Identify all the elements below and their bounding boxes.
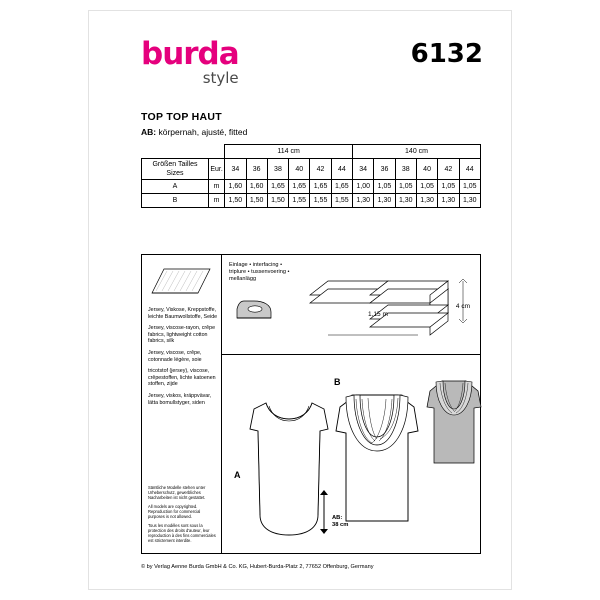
size-140-1: 36: [374, 159, 395, 180]
b-114-3: 1,55: [289, 194, 310, 208]
a-140-1: 1,05: [374, 180, 395, 194]
interfacing-strip-graphic: [308, 273, 478, 343]
size-114-5: 44: [331, 159, 352, 180]
fit-prefix: AB:: [141, 127, 157, 137]
b-140-2: 1,30: [395, 194, 416, 208]
fabric-swatch-icon: [150, 263, 212, 299]
row-unit-b: m: [208, 194, 224, 208]
interfacing-length-label: 1,15 m: [368, 311, 388, 318]
table-row: [142, 194, 481, 208]
length-arrow-icon: [318, 489, 330, 535]
size-label: Größen Tailles Sizes: [142, 159, 209, 180]
row-view-a: A: [142, 180, 209, 194]
iron-icon: [234, 297, 274, 323]
row-unit-a: m: [208, 180, 224, 194]
garment-view-b-shaded-drawing: [418, 377, 488, 477]
size-140-5: 44: [459, 159, 480, 180]
size-114-4: 42: [310, 159, 331, 180]
length-value: 38 cm: [332, 522, 349, 528]
garment-label-a: A: [234, 470, 241, 480]
size-140-4: 42: [438, 159, 459, 180]
interfacing-line-2: triplure • tussenvoering •: [229, 269, 290, 276]
b-140-1: 1,30: [374, 194, 395, 208]
size-114-3: 40: [289, 159, 310, 180]
fabric-column: [142, 255, 222, 553]
width-header-140: 140 cm: [353, 145, 481, 159]
b-140-0: 1,30: [353, 194, 374, 208]
b-140-4: 1,30: [438, 194, 459, 208]
b-114-4: 1,55: [310, 194, 331, 208]
size-table: [141, 144, 481, 208]
legal-en: All models are copyrighted. Reproduction for commercial purposes is not allowed.: [148, 504, 201, 519]
unit-header: Eur.: [208, 159, 224, 180]
interfacing-line-3: mellanlägg: [229, 276, 257, 283]
copyright-line: © by Verlag Aenne Burda GmbH & Co. KG, Hubert-Burda-Platz 2, 77652 Offenburg, Germany: [141, 564, 374, 570]
size-114-2: 38: [267, 159, 288, 180]
size-114-1: 36: [246, 159, 267, 180]
a-140-4: 1,05: [438, 180, 459, 194]
table-row-width-headers: [142, 145, 481, 159]
size-140-0: 34: [353, 159, 374, 180]
interfacing-labels: [229, 262, 290, 284]
fit-text: körpernah, ajusté, fitted: [158, 127, 248, 137]
pattern-envelope-page: [88, 10, 512, 590]
b-114-1: 1,50: [246, 194, 267, 208]
legal-de: Sämtliche Modelle stehen unter Urheberschutz, gewerbliches Nacharbeiten ist nicht gestattet.: [148, 485, 206, 500]
garment-length-dimension: [332, 515, 348, 529]
interfacing-panel: [222, 255, 480, 355]
article-number: 6132: [410, 39, 483, 69]
a-114-4: 1,65: [310, 180, 331, 194]
interfacing-line-1: Einlage • interfacing •: [229, 262, 283, 268]
a-114-0: 1,60: [225, 180, 246, 194]
a-140-3: 1,05: [416, 180, 437, 194]
page-title: TOP TOP HAUT: [141, 111, 223, 123]
a-114-3: 1,65: [289, 180, 310, 194]
a-140-5: 1,05: [459, 180, 480, 194]
a-114-5: 1,65: [331, 180, 352, 194]
fit-description: [141, 127, 247, 137]
legal-fr: Tous les modèles sont sous la protection des droits d'auteur, leur reproduction à des fins commerciales est strictement interdite.: [148, 523, 216, 543]
fabric-sv: Jersey, viskos, kräppvävar, lätta bomullstyger, siden: [148, 392, 212, 406]
table-row-sizes: [142, 159, 481, 180]
size-140-3: 40: [416, 159, 437, 180]
fabric-recommendations: [148, 307, 218, 411]
row-view-b: B: [142, 194, 209, 208]
table-row: [142, 180, 481, 194]
illustration-box: [141, 254, 481, 554]
b-114-5: 1,55: [331, 194, 352, 208]
size-140-2: 38: [395, 159, 416, 180]
brand-name: burda: [141, 36, 239, 72]
a-140-2: 1,05: [395, 180, 416, 194]
fabric-de: Jersey, Viskose, Kreppstoffe, leichte Baumwollstoffe, Seide: [148, 307, 218, 320]
b-114-0: 1,50: [225, 194, 246, 208]
garment-label-b: B: [334, 377, 341, 387]
b-114-2: 1,50: [267, 194, 288, 208]
length-label: AB:: [332, 515, 343, 521]
a-140-0: 1,00: [353, 180, 374, 194]
brand-style-word: style: [202, 69, 239, 87]
legal-notice: [148, 485, 218, 547]
interfacing-width-label: 4 cm: [455, 303, 470, 310]
brand-logo: [141, 36, 239, 87]
size-114-0: 34: [225, 159, 246, 180]
a-114-2: 1,65: [267, 180, 288, 194]
fabric-en: Jersey, viscose, crêpe, cotonnade légère, soie: [148, 349, 202, 363]
a-114-1: 1,60: [246, 180, 267, 194]
garment-illustration-panel: [222, 355, 480, 553]
fabric-fr: Jersey, viscose-rayon, crêpe fabrics, lightweight cotton fabrics, silk: [148, 325, 216, 345]
b-140-3: 1,30: [416, 194, 437, 208]
width-header-114: 114 cm: [225, 145, 353, 159]
b-140-5: 1,30: [459, 194, 480, 208]
fabric-nl: tricotstof (jersey), viscose, crêpestoffen, lichte katoenen stoffen, zijde: [148, 368, 216, 388]
